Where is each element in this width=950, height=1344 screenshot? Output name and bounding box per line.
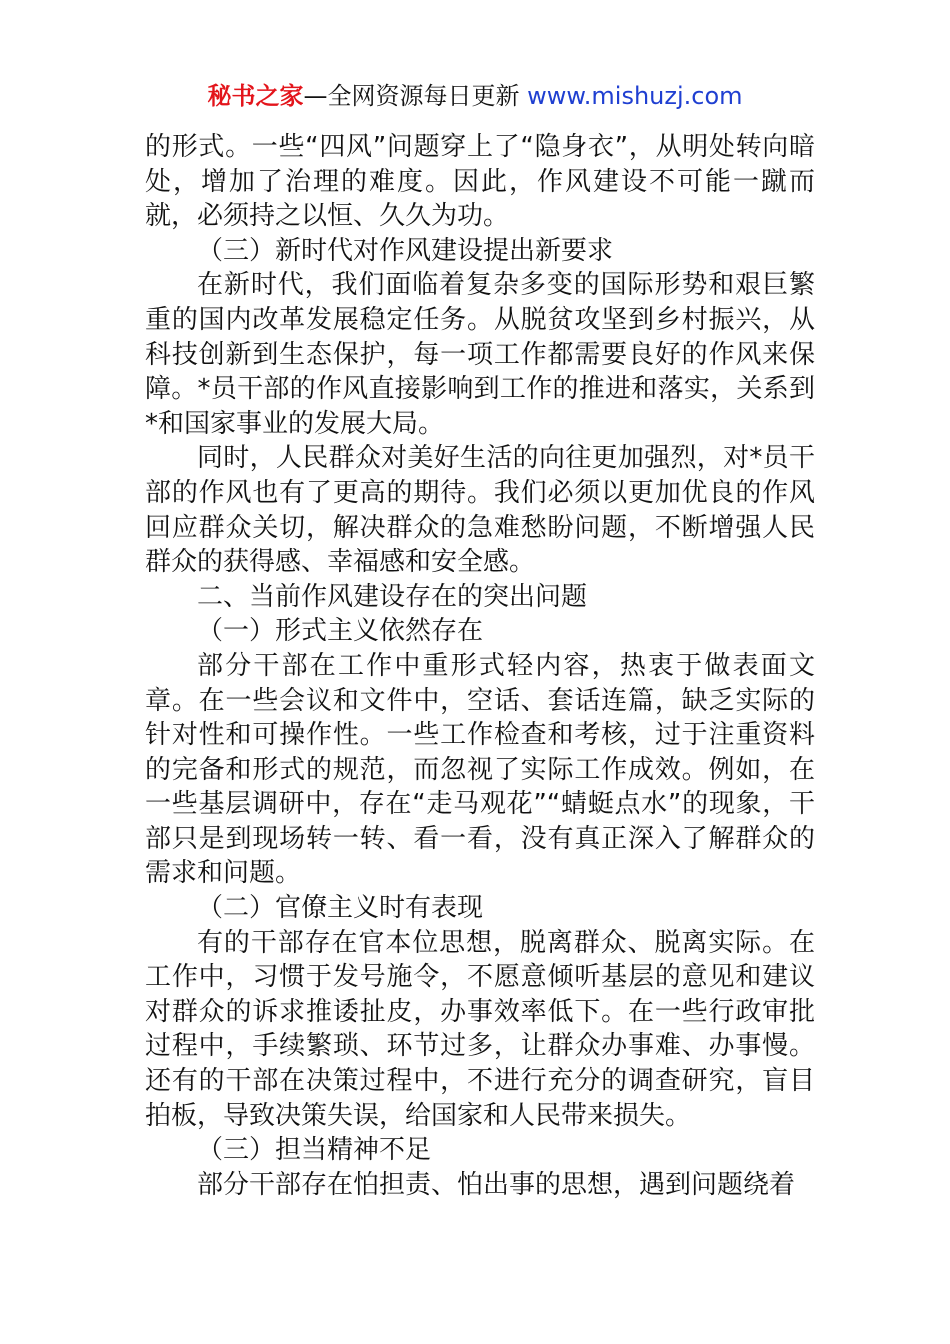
section-heading: （三）新时代对作风建设提出新要求 bbox=[197, 235, 614, 266]
section-heading: （一）形式主义依然存在 bbox=[197, 616, 484, 647]
section-heading: （二）官僚主义时有表现 bbox=[197, 893, 484, 924]
paragraph: 部分干部在工作中重形式轻内容，热衷于做表面文章。在一些会议和文件中，空话、套话连篇，缺乏实际的针对性和可操作性。一些工作检查和考核，过于注重资料的完备和形式的规范，而忽视了实际工作成效。例如，在一些基层调研中，存在“走马观花”“蜻蜓点水”的现象，干部只是到现场转一转、看一看，没有真正深入了解群众的需求和问题。 bbox=[145, 650, 815, 889]
paragraph: 的形式。一些“四风”问题穿上了“隐身衣”，从明处转向暗处，增加了治理的难度。因此，作风建设不可能一蹴而就，必须持之以恒、久久为功。 bbox=[145, 132, 815, 232]
site-url[interactable]: www.mishuzj.com bbox=[527, 82, 743, 110]
paragraph: 部分干部存在怕担责、怕出事的思想，遇到问题绕着 bbox=[197, 1169, 796, 1200]
paragraph: 在新时代，我们面临着复杂多变的国际形势和艰巨繁重的国内改革发展稳定任务。从脱贫攻坚到乡村振兴，从科技创新到生态保护，每一项工作都需要良好的作风来保障。*员干部的作风直接影响到工作的推进和落实，关系到*和国家事业的发展大局。 bbox=[145, 270, 815, 439]
document-body bbox=[145, 130, 815, 1202]
paragraph: 有的干部存在官本位思想，脱离群众、脱离实际。在工作中，习惯于发号施令，不愿意倾听基层的意见和建议对群众的诉求推诿扯皮，办事效率低下。在一些行政审批过程中，手续繁琐、环节过多，让群众办事难、办事慢。还有的干部在决策过程中，不进行充分的调查研究，盲目拍板，导致决策失误，给国家和人民带来损失。 bbox=[145, 927, 815, 1131]
chapter-heading: 二、当前作风建设存在的突出问题 bbox=[197, 581, 588, 612]
paragraph: 同时，人民群众对美好生活的向往更加强烈，对*员干部的作风也有了更高的期待。我们必须以更加优良的作风回应群众关切，解决群众的急难愁盼问题，不断增强人民群众的获得感、幸福感和安全感。 bbox=[145, 443, 815, 578]
site-header bbox=[0, 76, 950, 116]
site-brand: 秘书之家 bbox=[207, 82, 304, 110]
site-tagline: —全网资源每日更新 bbox=[303, 82, 528, 110]
section-heading: （三）担当精神不足 bbox=[197, 1135, 432, 1166]
